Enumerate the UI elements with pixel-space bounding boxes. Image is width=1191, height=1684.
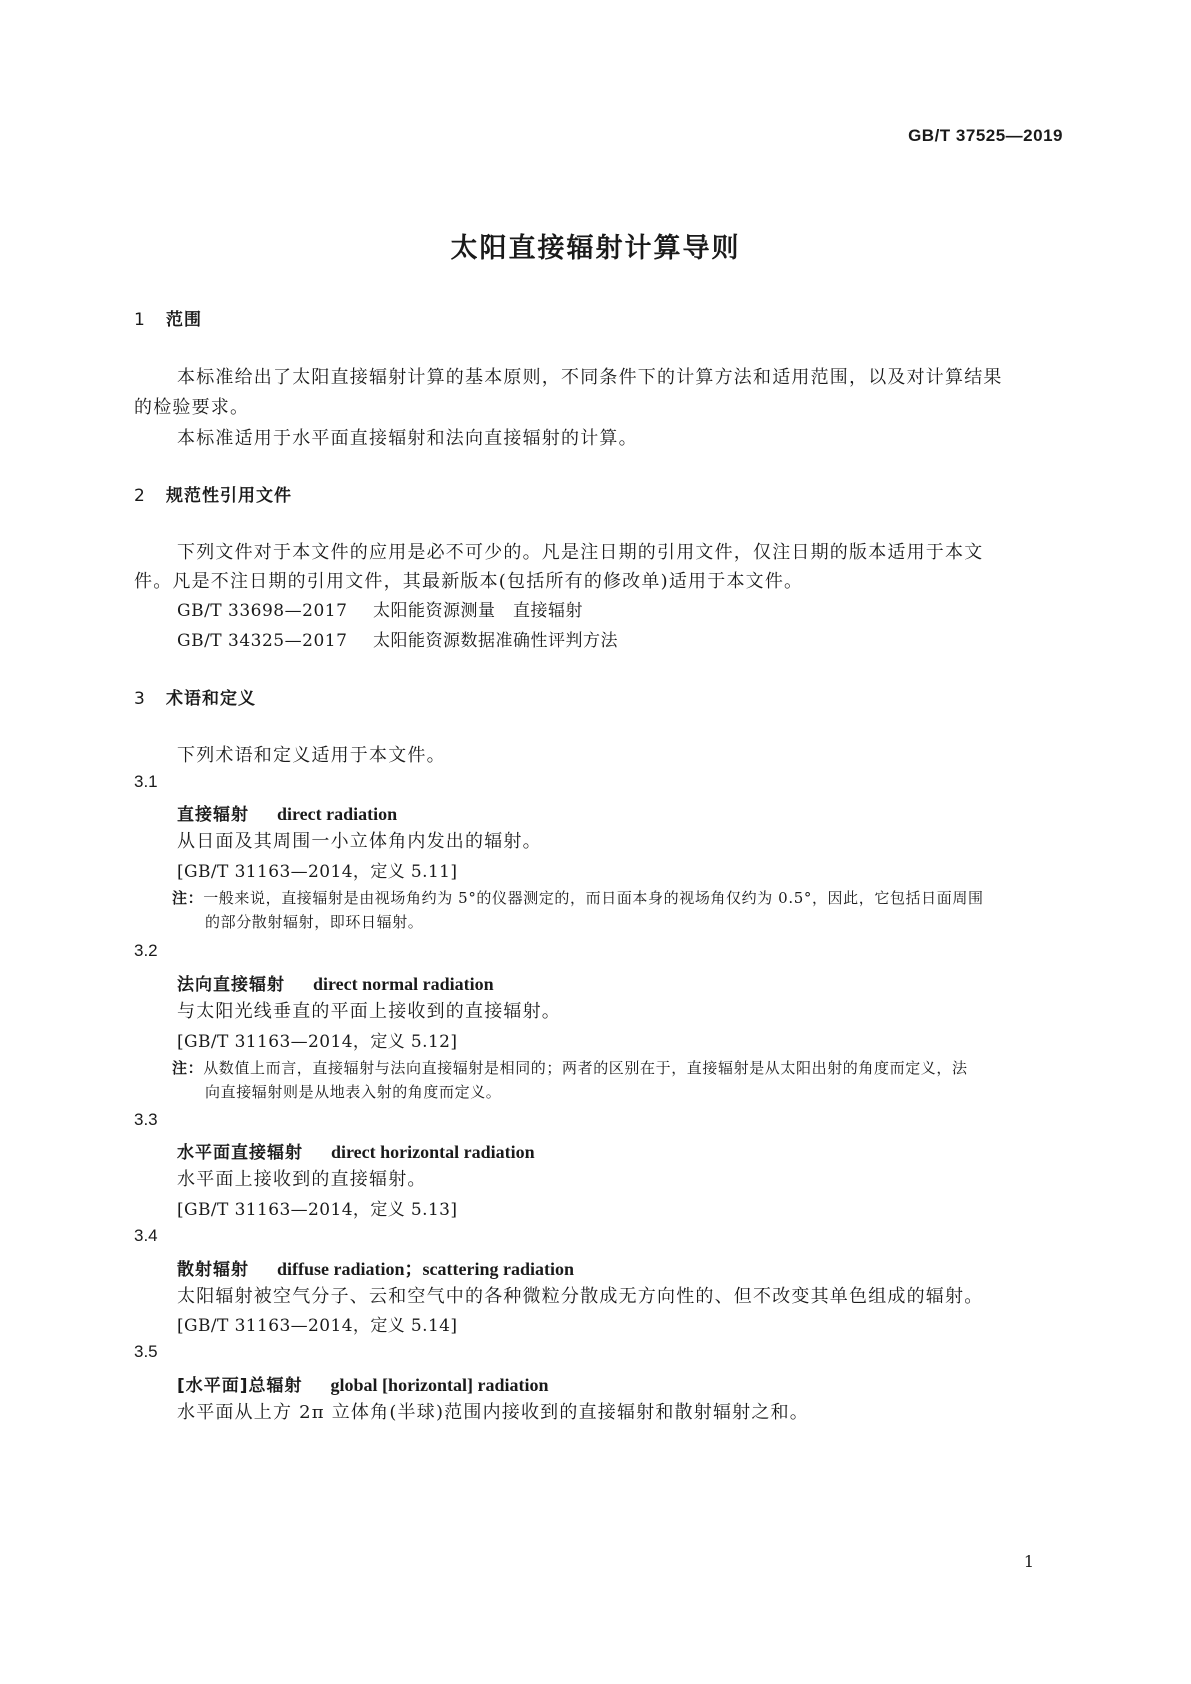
term-en: direct normal radiation — [313, 974, 494, 994]
term-title — [177, 1138, 535, 1163]
paragraph-line: 下列文件对于本文件的应用是必不可少的。凡是注日期的引用文件，仅注日期的版本适用于本文 — [177, 542, 984, 563]
section-title: 范围 — [166, 310, 202, 330]
section-3-heading — [134, 684, 256, 709]
note-text: 从数值上而言，直接辐射与法向直接辐射是相同的；两者的区别在于，直接辐射是从太阳出射的角度而定义，法 — [203, 1059, 968, 1077]
term-en: direct radiation — [277, 804, 398, 824]
term-definition: 与太阳光线垂直的平面上接收到的直接辐射。 — [177, 1001, 561, 1022]
standard-code: GB/T 37525—2019 — [908, 126, 1063, 145]
paragraph-line: 本标准适用于水平面直接辐射和法向直接辐射的计算。 — [177, 428, 638, 449]
term-en: diffuse radiation；scattering radiation — [277, 1259, 574, 1279]
term-title — [177, 1371, 549, 1396]
term-zh: 法向直接辐射 — [177, 975, 285, 995]
term-source: [GB/T 31163—2014，定义 5.12] — [177, 1032, 458, 1052]
term-title — [177, 970, 494, 995]
term-note-continuation: 的部分散射辐射，即环日辐射。 — [205, 913, 424, 931]
term-zh: [水平面]总辐射 — [177, 1376, 303, 1396]
term-number: 3.3 — [134, 1110, 158, 1129]
paragraph-line: 下列术语和定义适用于本文件。 — [177, 745, 446, 766]
section-title: 规范性引用文件 — [166, 486, 292, 506]
reference-code: GB/T 34325—2017 — [177, 631, 348, 651]
paragraph-line: 的检验要求。 — [134, 397, 250, 418]
term-zh: 散射辐射 — [177, 1260, 249, 1280]
reference-code: GB/T 33698—2017 — [177, 601, 348, 621]
note-label: 注： — [172, 1059, 204, 1077]
normative-reference — [177, 626, 618, 651]
term-number: 3.2 — [134, 941, 158, 960]
term-definition: 太阳辐射被空气分子、云和空气中的各种微粒分散成无方向性的、但不改变其单色组成的辐射。 — [177, 1286, 984, 1307]
document-title: 太阳直接辐射计算导则 — [450, 233, 741, 264]
note-text: 一般来说，直接辐射是由视场角约为 5°的仪器测定的，而日面本身的视场角仅约为 0.5°，因此，它包括日面周围 — [203, 889, 984, 907]
section-number: 3 — [134, 689, 146, 709]
section-1-heading — [134, 305, 202, 330]
term-number: 3.1 — [134, 772, 158, 791]
term-en: global [horizontal] radiation — [330, 1375, 549, 1395]
reference-title: 太阳能资源数据准确性评判方法 — [373, 631, 618, 651]
term-definition: 水平面从上方 2π 立体角(半球)范围内接收到的直接辐射和散射辐射之和。 — [177, 1402, 809, 1423]
term-source: [GB/T 31163—2014，定义 5.13] — [177, 1200, 458, 1220]
term-source: [GB/T 31163—2014，定义 5.11] — [177, 862, 458, 882]
paragraph-line: 件。凡是不注日期的引用文件，其最新版本(包括所有的修改单)适用于本文件。 — [134, 571, 804, 592]
section-number: 2 — [134, 486, 146, 506]
section-title: 术语和定义 — [166, 689, 256, 709]
section-2-heading — [134, 481, 292, 506]
term-zh: 水平面直接辐射 — [177, 1143, 303, 1163]
term-note — [172, 1057, 968, 1078]
term-en: direct horizontal radiation — [331, 1142, 535, 1162]
term-number: 3.4 — [134, 1226, 158, 1245]
note-label: 注： — [172, 889, 204, 907]
term-title — [177, 800, 397, 825]
section-number: 1 — [134, 310, 146, 330]
term-note — [172, 887, 984, 908]
term-note-continuation: 向直接辐射则是从地表入射的角度而定义。 — [205, 1083, 502, 1101]
normative-reference — [177, 596, 583, 621]
term-source: [GB/T 31163—2014，定义 5.14] — [177, 1316, 458, 1336]
term-definition: 从日面及其周围一小立体角内发出的辐射。 — [177, 831, 542, 852]
page-number: 1 — [1023, 1552, 1034, 1571]
term-definition: 水平面上接收到的直接辐射。 — [177, 1169, 427, 1190]
term-title — [177, 1255, 574, 1281]
paragraph-line: 本标准给出了太阳直接辐射计算的基本原则，不同条件下的计算方法和适用范围，以及对计算结果 — [177, 367, 1003, 388]
reference-title: 太阳能资源测量 直接辐射 — [373, 601, 583, 621]
term-number: 3.5 — [134, 1342, 158, 1361]
term-zh: 直接辐射 — [177, 805, 249, 825]
